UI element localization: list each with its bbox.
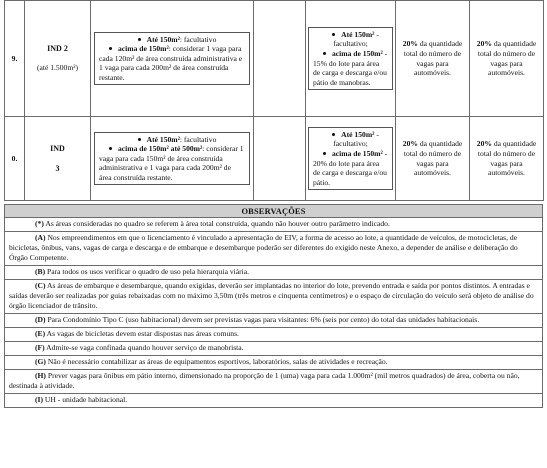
observation-item: (G) Não é necessário contabilizar as áreas de equipamentos esportivos, laboratórios, salas de atividades e recreação. [4, 356, 543, 370]
table-row [5, 1, 544, 117]
percentage-cell: 20% da quantidade total do número de vagas para automóveis. [396, 117, 470, 201]
observation-item: (E) As vagas de bicicletas devem estar dispostas nas áreas comuns. [4, 328, 543, 342]
table-row [5, 117, 544, 201]
observation-item: (I) UH - unidade habitacional. [4, 394, 543, 408]
bullet-icon [138, 38, 141, 41]
observation-item: (C) As áreas de embarque e desembarque, quando exigidas, deverão ser implantadas no interior do lote, prevendo entrada e saída por pontos distintos. A entradas e saídas deverão ser realizadas por guias rebaixadas com no máximo 3,50m (três metros e cinquenta centímetros) e o espaço de circulação do veículo será objeto de análise do órgão licenciador de trânsito. [4, 280, 543, 314]
observation-item: (B) Para todos os usos verificar o quadro de uso pela hierarquia viária. [4, 266, 543, 280]
bullet-icon [109, 147, 112, 150]
loading-area-rule: Até 150m² - facultativo; acima de 150m² - 20% do lote para área de carga e descarga e/ou pátio. [306, 117, 396, 201]
blank-cell [254, 1, 306, 117]
industry-area-note: (até 1.500m²) [36, 63, 79, 72]
observation-item: (F) Admite-se vaga confinada quando houver serviço de manobrista. [4, 342, 543, 356]
bullet-icon [323, 52, 326, 55]
bullet-icon [332, 33, 335, 36]
observation-item: (D) Para Condomínio Tipo C (uso habitacional) devem ser previstas vagas para visitantes: 6% (seis por cento) do total das unidades habitacionais. [4, 314, 543, 328]
parking-requirements-table [4, 0, 544, 201]
loading-area-rule: Até 150m² - facultativo; acima de 150m² - 15% do lote para área de carga e descarga e/ou pátio de manobras. [306, 1, 396, 117]
document-page [4, 0, 543, 408]
industry-class [25, 117, 91, 201]
row-number: 9. [5, 1, 25, 117]
bullet-icon [332, 133, 335, 136]
observation-item: (A) Nos empreendimentos em que o licenciamento é vinculado a apresentação de EIV, a forma de acesso ao lote, a quantidade de veículos, de motocicletas, de bicicletas, ônibus, vans, vagas de carga e descarga e de embarque e desembarque poderão ser diferentes do exigido neste Anexo, a depender de análise e deliberação do Órgão Competente. [4, 232, 543, 266]
percentage-cell: 20% da quantidade total do número de vagas para automóveis. [396, 1, 470, 117]
blank-cell [254, 117, 306, 201]
row-number: 0. [5, 117, 25, 201]
industry-code-number: 3 [55, 163, 60, 173]
percentage-cell: 20% da quantidade total do número de vagas para automóveis. [470, 1, 544, 117]
bullet-icon [138, 138, 141, 141]
percentage-cell: 20% da quantidade total do número de vagas para automóveis. [470, 117, 544, 201]
industry-code: IND [50, 143, 65, 153]
observation-item: (H) Prever vagas para ônibus em pátio interno, dimensionado na proporção de 1 (uma) vaga para cada 1.000m² (mil metros quadrados) de área, coberta ou não, destinada à atividade. [4, 370, 543, 394]
industry-class [25, 1, 91, 117]
observations-title: OBSERVAÇÕES [4, 204, 543, 217]
admin-parking-rule: Até 150m²: facultativo acima de 150m²: considerar 1 vaga para cada 120m² de área construída administrativa e 1 vaga para cada 200m² de área construída restante. [91, 1, 254, 117]
industry-code: IND 2 [47, 44, 68, 54]
bullet-icon [323, 152, 326, 155]
bullet-icon [109, 47, 112, 50]
observation-item: (*) As áreas consideradas no quadro se referem à área total construída, quando não houver outro parâmetro indicado. [4, 217, 543, 232]
admin-parking-rule: Até 150m²: facultativo acima de 150m² até 500m²: considerar 1 vaga para cada 150m² de área construída administrativa e 1 vaga para cada 200m² de área construída restante. [91, 117, 254, 201]
